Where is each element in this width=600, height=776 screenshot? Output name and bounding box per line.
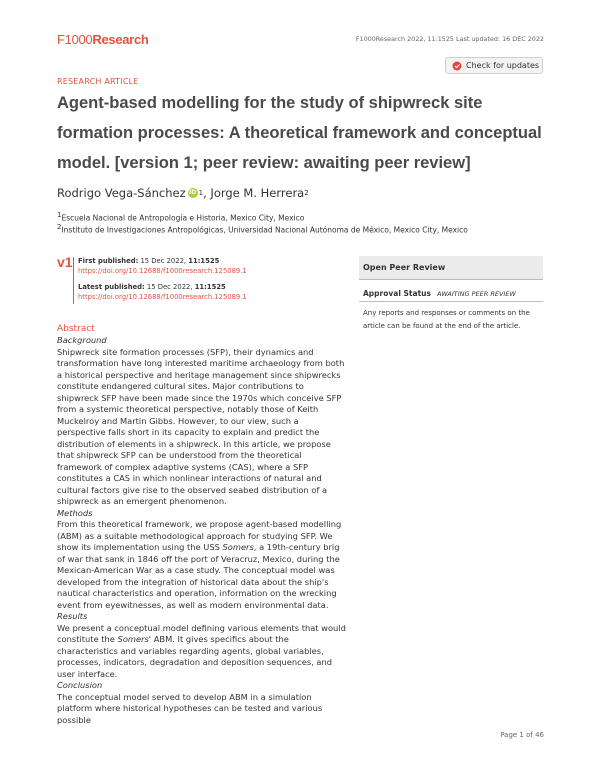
abstract-results: We present a conceptual model defining various elements that would constitute the Somers' ABM. It gives specifics about the characteristics and variables regarding agents, global variables, processes, indicators, degradation and deposition sequences, and user interface. — [57, 622, 346, 679]
orcid-icon[interactable]: iD — [189, 189, 197, 196]
first-doi-link[interactable]: https://doi.org/10.12688/f1000research.125089.1 — [78, 267, 247, 275]
f1000-logo: F1000Research — [57, 32, 149, 47]
author-link[interactable]: Rodrigo Vega-Sánchez — [57, 186, 186, 200]
first-published: First published: 15 Dec 2022, 11:1525 https://doi.org/10.12688/f1000research.125089.1 — [78, 257, 247, 275]
section-heading: Background — [57, 335, 107, 345]
author-list — [57, 186, 309, 200]
author-affil-sup: 2 — [304, 189, 309, 197]
abstract-heading: Abstract — [57, 324, 95, 334]
peer-review-note: Any reports and responses or comments on the article can be found at the end of the article. — [363, 309, 530, 330]
latest-published: Latest published: 15 Dec 2022, 11:1525 https://doi.org/10.12688/f1000research.125089.1 — [78, 283, 247, 301]
check-updates-icon — [452, 61, 462, 71]
title-line: formation processes: A theoretical framework and conceptual — [57, 124, 542, 142]
approval-status: Approval Status AWAITING PEER REVIEW — [359, 286, 543, 302]
latest-doi-link[interactable]: https://doi.org/10.12688/f1000research.125089.1 — [78, 293, 247, 301]
check-for-updates-button[interactable] — [445, 57, 543, 74]
article-title — [57, 88, 547, 178]
abstract — [57, 324, 347, 726]
section-heading: Methods — [57, 507, 93, 518]
version-divider — [73, 257, 74, 304]
section-heading: Conclusion — [57, 680, 103, 690]
author-separator: , — [203, 186, 207, 200]
abstract-methods: From this theoretical framework, we propose agent-based modelling (ABM) as a suitable methodological approach for studying SFP. We show its implementation using the USS Somers, a 19th-century brig of war that sank in 1846 off the port of Veracruz, Mexico, during the Mexican-American War as a case study. The conceptual model was developed from the integration of historical data about the ship's nautical characteristics and operation, information on the wrecking event from eyewitnesses, as well as modern environmental data. — [57, 519, 342, 610]
open-peer-review-heading: Open Peer Review — [359, 256, 543, 280]
page-number: Page 1 of 46 — [500, 731, 544, 739]
running-head: F1000Research 2022, 11:1525 Last updated: 16 DEC 2022 — [355, 35, 544, 43]
affiliation: $^2$Instituto de Investigaciones Antropológicas, Universidad Nacional Autónoma de México, Mexico City, Mexico — [57, 223, 468, 235]
abstract-background: Shipwreck site formation processes (SFP), their dynamics and transformation have long interested maritime archaeology from both a historical perspective and heritage management since shipwrecks constitute endangered cultural sites. Major contributions to shipwreck SFP have been made since the 1970s which conceive SFP from a systemic theoretical perspective, notably those of Keith Muckelroy and Martin Gibbs. However, to our view, such a perspective falls short in its capacity to explain and predict the distribution of elements in a shipwreck. In this article, we propose that shipwreck SFP can be understood from the theoretical framework of complex adaptive systems (CAS), where a SFP constitutes a CAS in which nonlinear interactions of natural and cultural factors give rise to the observed seabed distribution of a shipwreck as an emergent phenomenon. — [57, 346, 345, 506]
section-heading: Results — [57, 611, 88, 621]
author-affil-sup: 1 — [198, 189, 204, 197]
affiliation: $^1$Escuela Nacional de Antropología e Historia, Mexico City, Mexico — [57, 211, 305, 223]
title-line: model. [version 1; peer review: awaiting peer review] — [57, 154, 471, 172]
version-badge: v1 — [57, 254, 73, 270]
abstract-conclusion: The conceptual model served to develop ABM in a simulation platform where historical hypotheses can be tested and various possible — [57, 691, 323, 725]
title-line: Agent-based modelling for the study of shipwreck site — [57, 94, 483, 112]
approval-status-value: AWAITING PEER REVIEW — [436, 289, 516, 298]
check-updates-label: Check for updates — [466, 61, 540, 70]
author-link[interactable]: Jorge M. Herrera — [210, 186, 305, 200]
article-type-label: RESEARCH ARTICLE — [57, 77, 139, 86]
